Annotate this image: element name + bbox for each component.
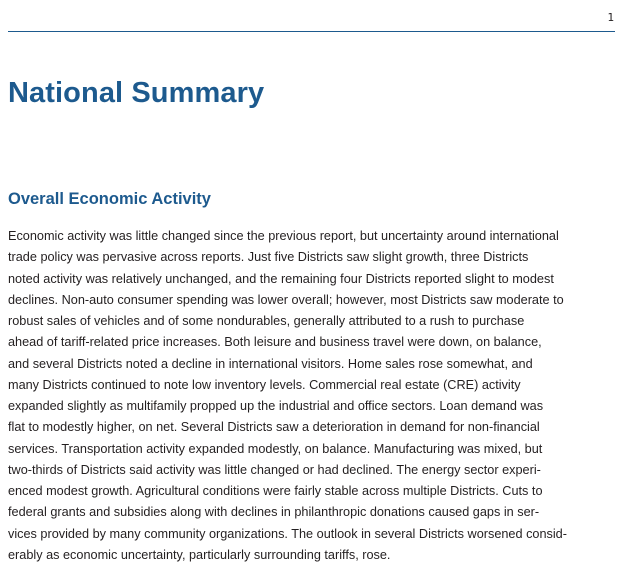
- body-line: enced modest growth. Agricultural conditions were fairly stable across multiple Districts. Cuts to: [8, 484, 543, 499]
- body-line: many Districts continued to note low inventory levels. Commercial real estate (CRE) activity: [8, 377, 521, 392]
- body-line: Economic activity was little changed since the previous report, but uncertainty around international: [8, 229, 559, 243]
- body-line: trade policy was pervasive across reports. Just five Districts saw slight growth, three Districts: [8, 250, 529, 265]
- body-line: robust sales of vehicles and of some nondurables, generally attributed to a rush to purchase: [8, 314, 525, 329]
- body-line: erably as economic uncertainty, particularly surrounding tariffs, rose.: [8, 547, 391, 562]
- body-line: flat to modestly higher, on net. Several Districts saw a deterioration in demand for non-financial: [8, 420, 540, 435]
- body-line: and several Districts noted a decline in international visitors. Home sales rose somewhat, and: [8, 356, 533, 371]
- body-line: services. Transportation activity expanded modestly, on balance. Manufacturing was mixed, but: [8, 441, 543, 456]
- header-rule: [8, 31, 615, 32]
- body-line: noted activity was relatively unchanged, and the remaining four Districts reported slight to modest: [8, 271, 554, 286]
- body-line: expanded slightly as multifamily propped up the industrial and office sectors. Loan demand was: [8, 399, 544, 414]
- section-heading: Overall Economic Activity: [8, 190, 211, 208]
- body-line: vices provided by many community organizations. The outlook in several Districts worsened consid-: [8, 526, 567, 541]
- body-line: ahead of tariff-related price increases. Both leisure and business travel were down, on balance,: [8, 335, 542, 350]
- body-paragraph: [8, 226, 592, 566]
- body-line: declines. Non-auto consumer spending was lower overall; however, most Districts saw moderate to: [8, 292, 564, 307]
- page-title: National Summary: [8, 77, 265, 109]
- body-line: two-thirds of Districts said activity was little changed or had declined. The energy sector experi-: [8, 462, 541, 477]
- page-number: 1: [607, 11, 614, 24]
- body-line: federal grants and subsidies along with declines in philanthropic donations caused gaps in ser-: [8, 505, 540, 520]
